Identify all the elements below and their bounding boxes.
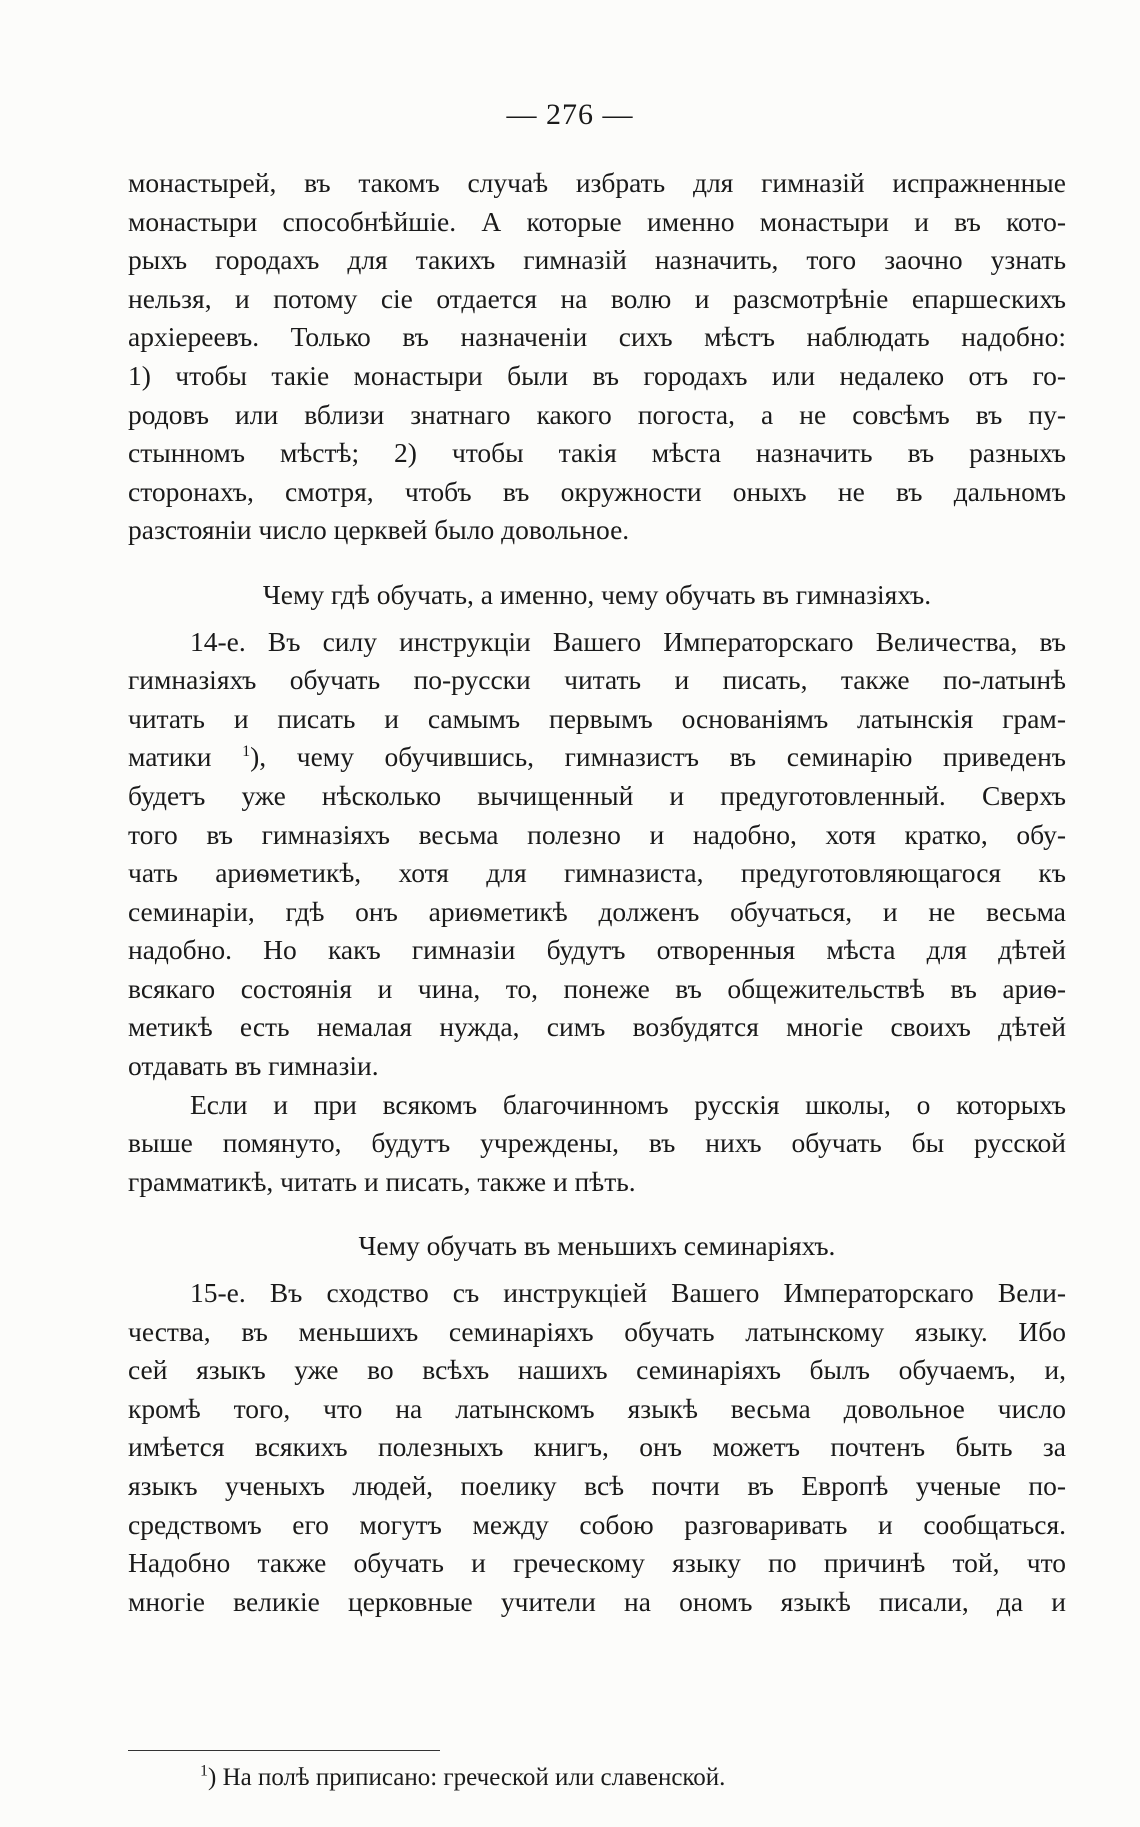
main-text <box>128 164 1066 1621</box>
footnote-divider <box>128 1750 440 1751</box>
text-line: надобно. Но какъ гимназіи будутъ отворенныя мѣста для дѣтей <box>128 934 1066 966</box>
text-line: чать ариѳметикѣ, хотя для гимназиста, предуготовляющагося къ <box>128 857 1066 889</box>
text-line: архіереевъ. Только въ назначеніи сихъ мѣстъ наблюдать надобно: <box>128 321 1066 353</box>
text-line: будетъ уже нѣсколько вычищенный и предуготовленный. Сверхъ <box>128 779 1066 811</box>
text-line: выше помянуто, будутъ учреждены, въ нихъ обучать бы русской <box>128 1127 1066 1159</box>
paragraph-russian-schools <box>128 1086 1066 1202</box>
text-line: чества, въ меньшихъ семинаріяхъ обучать латынскому языку. Ибо <box>128 1315 1066 1347</box>
text-line: метикѣ есть немалая нужда, симъ возбудятся многіе своихъ дѣтей <box>128 1011 1066 1043</box>
page-number: — 276 — <box>506 98 634 131</box>
text-line: монастыри способнѣйшіе. А которые именно монастыри и въ кото- <box>128 205 1066 237</box>
text-line: нельзя, и потому сіе отдается на волю и разсмотрѣніе епаршескихъ <box>128 282 1066 314</box>
text-line: кромѣ того, что на латынскомъ языкѣ весьма довольное число <box>128 1392 1066 1424</box>
text-line: сторонахъ, смотря, чтобъ въ окружности оныхъ не въ дальномъ <box>128 475 1066 507</box>
paragraph-14 <box>128 623 1066 1086</box>
text-line: семинаріи, гдѣ онъ ариѳметикѣ долженъ обучаться, и не весьма <box>128 895 1066 927</box>
text-line: сей языкъ уже во всѣхъ нашихъ семинаріяхъ былъ обучаемъ, и, <box>128 1354 1066 1386</box>
text-fragment: матики <box>128 741 212 773</box>
text-line: рыхъ городахъ для такихъ гимназій назначить, того заочно узнать <box>128 244 1066 276</box>
text-line: средствомъ его могутъ между собою разговаривать и сообщаться. <box>128 1508 1066 1540</box>
text-line: родовъ или вблизи знатнаго какого погоста, а не совсѣмъ въ пу- <box>128 398 1066 430</box>
section-heading-seminaries: Чему обучать въ меньшихъ семинаріяхъ. <box>358 1230 836 1262</box>
text-fragment: ), чему обучившись, гимназистъ въ семинарію приведенъ <box>250 741 1067 773</box>
paragraph-continuation <box>128 164 1066 550</box>
text-line: имѣется всякихъ полезныхъ книгъ, онъ можетъ почтенъ быть за <box>128 1431 1066 1463</box>
footnote-text: ) На полѣ приписано: греческой или славенской. <box>208 1764 726 1791</box>
footnote-marker: 1 <box>200 1762 208 1780</box>
text-line: того въ гимназіяхъ весьма полезно и надобно, хотя кратко, обу- <box>128 818 1066 850</box>
text-line: 1) чтобы такіе монастыри были въ городахъ или недалеко отъ го- <box>128 359 1066 391</box>
text-line: грамматикѣ, читать и писать, также и пѣть. <box>128 1165 636 1197</box>
text-line: Если и при всякомъ благочинномъ русскія школы, о которыхъ <box>190 1088 1066 1120</box>
text-line: читать и писать и самымъ первымъ основаніямъ латынскія грам- <box>128 702 1066 734</box>
footnote-reference[interactable]: 1 <box>242 743 251 761</box>
text-line: гимназіяхъ обучать по-русски читать и писать, также по-латынѣ <box>128 664 1066 696</box>
text-line-with-footnote <box>128 738 1066 777</box>
text-line: всякаго состоянія и чина, то, понеже въ общежительствѣ въ ариѳ- <box>128 972 1066 1004</box>
text-line: разстояніи число церквей было довольное. <box>128 514 630 546</box>
footnote <box>200 1764 725 1792</box>
text-line: отдавать въ гимназіи. <box>128 1050 379 1082</box>
text-line: языкъ ученыхъ людей, поелику всѣ почти въ Европѣ ученые по- <box>128 1470 1066 1501</box>
text-line: монастырей, въ такомъ случаѣ избрать для гимназій испражненные <box>128 167 1066 198</box>
text-line: Надобно также обучать и греческому языку по причинѣ той, что <box>128 1547 1066 1579</box>
paragraph-15 <box>128 1274 1066 1621</box>
text-line: 14-е. Въ силу инструкціи Вашего Императорскаго Величества, въ <box>190 625 1066 657</box>
text-line: 15-е. Въ сходство съ инструкціей Вашего Императорскаго Вели- <box>190 1277 1066 1309</box>
text-line: стынномъ мѣстѣ; 2) чтобы такія мѣста назначить въ разныхъ <box>128 437 1066 469</box>
text-line: многіе великіе церковные учители на ономъ языкѣ писали, да и <box>128 1585 1066 1617</box>
section-heading-gymnasiums: Чему гдѣ обучать, а именно, чему обучать въ гимназіяхъ. <box>262 578 932 610</box>
